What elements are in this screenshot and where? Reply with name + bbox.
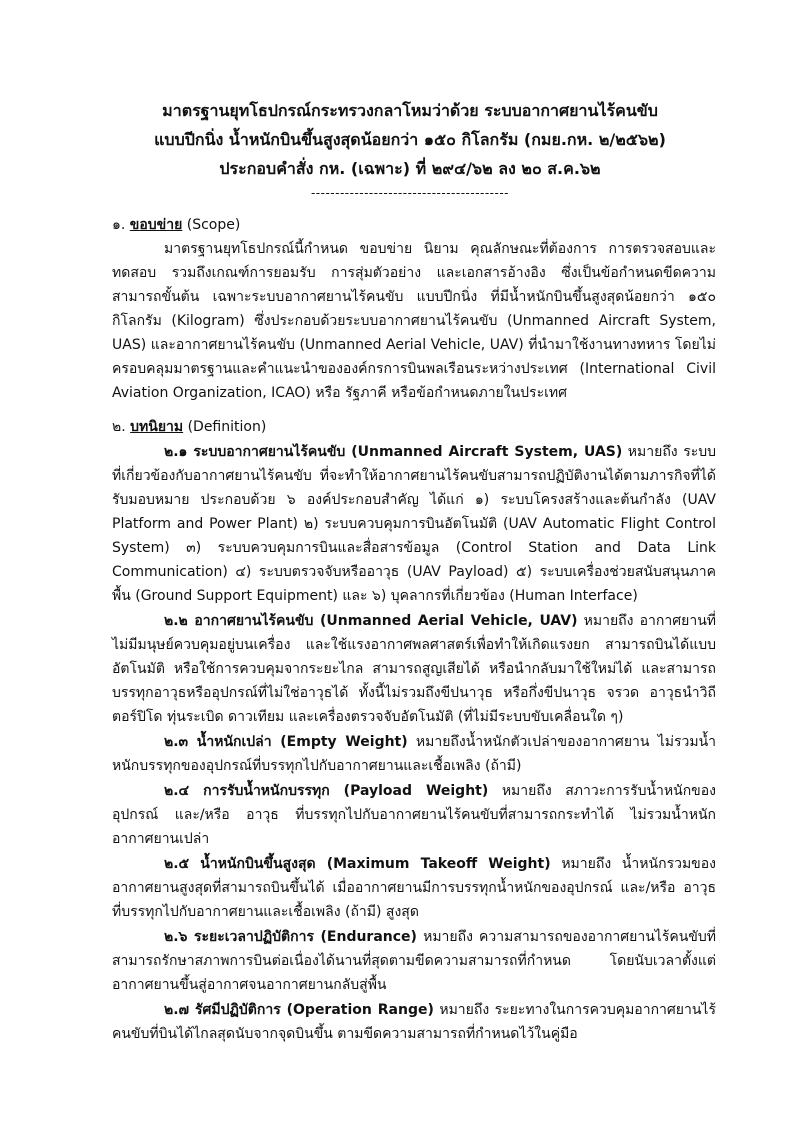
document-title-line-2: แบบปีกนิ่ง น้ำหนักบินขึ้นสูงสุดน้อยกว่า ๑๕๐ กิโลกรัม (กมย.กห. ๒/๒๕๖๒) xyxy=(154,130,666,149)
definition-body: หมายถึง ระยะทางในการควบคุมอากาศยานไร้คนขับที่บินได้ไกลสุดนับจากจุดบินขึ้น ตามขีดความสามารถที่กำหนดไว้ในคู่มือ xyxy=(112,1002,716,1042)
definition-item xyxy=(112,998,716,1046)
scope-paragraph: มาตรฐานยุทโธปกรณ์นี้กำหนด ขอบข่าย นิยาม คุณลักษณะที่ต้องการ การตรวจสอบและทดสอบ รวมถึงเกณฑ์การยอมรับ การสุ่มตัวอย่าง และเอกสารอ้างอิง ซึ่งเป็นข้อกำหนดขีดความสามารถขั้นต้น เฉพาะระบบอากาศยานไร้คนขับ แบบปีกนิ่ง ที่มีน้ำหนักบินขึ้นสูงสุดน้อยกว่า ๑๕๐ กิโลกรัม (Kilogram) ซึ่งประกอบด้วยระบบอากาศยานไร้คนขับ (Unmanned Aircraft System, UAS) และอากาศยานไร้คนขับ (Unmanned Aerial Vehicle, UAV) ที่นำมาใช้งานทางทหาร โดยไม่ครอบคลุมมาตรฐานและคำแนะนำขององค์กรการบินพลเรือนระหว่างประเทศ (International Civil Aviation Organization, ICAO) หรือ รัฐภาคี หรือข้อกำหนดภายในประเทศ xyxy=(112,241,716,401)
section-title-en: (Definition) xyxy=(187,419,267,435)
definition-body: หมายถึง สภาวะการรับน้ำหนักของอุปกรณ์ และ/หรือ อาวุธ ที่บรรทุกไปกับอากาศยานไร้คนขับที่สามารถกระทำได้ ไม่รวมน้ำหนักอากาศยานเปล่า xyxy=(112,783,716,847)
definition-term: ๒.๓ น้ำหนักเปล่า (Empty Weight) xyxy=(164,734,408,750)
definition-body: หมายถึง ระบบที่เกี่ยวข้องกับอากาศยานไร้คนขับ ที่จะทำให้อากาศยานไร้คนขับสามารถปฏิบัติงานได้ตามภารกิจที่ได้รับมอบหมาย ประกอบด้วย ๖ องค์ประกอบสำคัญ ได้แก่ ๑) ระบบโครงสร้างและต้นกำลัง (UAV Platform and Power Plant) ๒) ระบบควบคุมการบินอัตโนมัติ (UAV Automatic Flight Control System) ๓) ระบบควบคุมการบินและสื่อสารข้อมูล (Control Station and Data Link Communication) ๔) ระบบตรวจจับหรืออาวุธ (UAV Payload) ๕) ระบบเครื่องช่วยสนับสนุนภาคพื้น (Ground Support Equipment) และ ๖) บุคลากรที่เกี่ยวข้อง (Human Interface) xyxy=(112,444,717,604)
definition-item xyxy=(112,779,716,851)
definition-body: หมายถึง อากาศยานที่ไม่มีมนุษย์ควบคุมอยู่บนเครื่อง และใช้แรงอากาศพลศาสตร์เพื่อทำให้เกิดแรงยก สามารถบินได้แบบอัตโนมัติ หรือใช้การควบคุมจากระยะไกล สามารถสูญเสียได้ หรือนำกลับมาใช้ใหม่ได้ และสามารถบรรทุกอาวุธหรืออุปกรณ์ที่ไม่ใช่อาวุธได้ ทั้งนี้ไม่รวมถึงขีปนาวุธ หรือกึ่งขีปนาวุธ จรวด อาวุธนำวิถี ตอร์ปิโด ทุ่นระเบิด ดาวเทียม และเครื่องตรวจจับอัตโนมัติ (ที่ไม่มีระบบขับเคลื่อนใด ๆ) xyxy=(112,613,717,725)
document-title-line-3: ประกอบคำสั่ง กห. (เฉพาะ) ที่ ๒๙๔/๖๒ ลง ๒๐ ส.ค.๖๒ xyxy=(219,159,601,178)
document-title-line-1: มาตรฐานยุทโธปกรณ์กระทรวงกลาโหมว่าด้วย ระบบอากาศยานไร้คนขับ xyxy=(162,101,658,120)
section-scope-heading xyxy=(112,213,716,237)
definition-item xyxy=(112,925,716,997)
section-title: บทนิยาม xyxy=(130,419,184,435)
definition-term: ๒.๗ รัศมีปฏิบัติการ (Operation Range) xyxy=(164,1002,434,1018)
section-title-en: (Scope) xyxy=(186,217,241,233)
definition-body: หมายถึง น้ำหนักรวมของอากาศยานสูงสุดที่สามารถบินขึ้นได้ เมื่ออากาศยานมีการบรรทุกน้ำหนักของอุปกรณ์ และ/หรือ อาวุธ ที่บรรทุกไปกับอากาศยานและเชื้อเพลิง (ถ้ามี) สูงสุด xyxy=(112,856,716,920)
definition-term: ๒.๕ น้ำหนักบินขึ้นสูงสุด (Maximum Takeoff Weight) xyxy=(164,856,551,872)
definition-item xyxy=(112,440,716,608)
section-number: ๒. xyxy=(112,419,126,435)
definition-item xyxy=(112,730,716,778)
definition-item xyxy=(112,852,716,924)
definition-term: ๒.๖ ระยะเวลาปฏิบัติการ (Endurance) xyxy=(164,929,417,945)
definition-body: หมายถึง ความสามารถของอากาศยานไร้คนขับที่สามารถรักษาสภาพการบินต่อเนื่องได้นานที่สุดตามขีดความสามารถที่กำหนด โดยนับเวลาตั้งแต่อากาศยานขึ้นสู่อากาศจนอากาศยานกลับสู่พื้น xyxy=(112,929,716,993)
definition-term: ๒.๔ การรับน้ำหนักบรรทุก (Payload Weight) xyxy=(164,783,489,799)
definition-item xyxy=(112,609,716,729)
definition-term: ๒.๑ ระบบอากาศยานไร้คนขับ (Unmanned Aircraft System, UAS) xyxy=(164,444,623,460)
definition-term: ๒.๒ อากาศยานไร้คนขับ (Unmanned Aerial Vehicle, UAV) xyxy=(164,613,578,629)
section-number: ๑. xyxy=(112,217,126,233)
definition-body: หมายถึงน้ำหนักตัวเปล่าของอากาศยาน ไม่รวมน้ำหนักบรรทุกของอุปกรณ์ที่บรรทุกไปกับอากาศยานและเชื้อเพลิง (ถ้ามี) xyxy=(112,734,717,774)
section-title: ขอบข่าย xyxy=(129,217,183,233)
title-divider: ----------------------------------------- xyxy=(310,186,510,200)
section-definition-heading xyxy=(112,415,716,439)
